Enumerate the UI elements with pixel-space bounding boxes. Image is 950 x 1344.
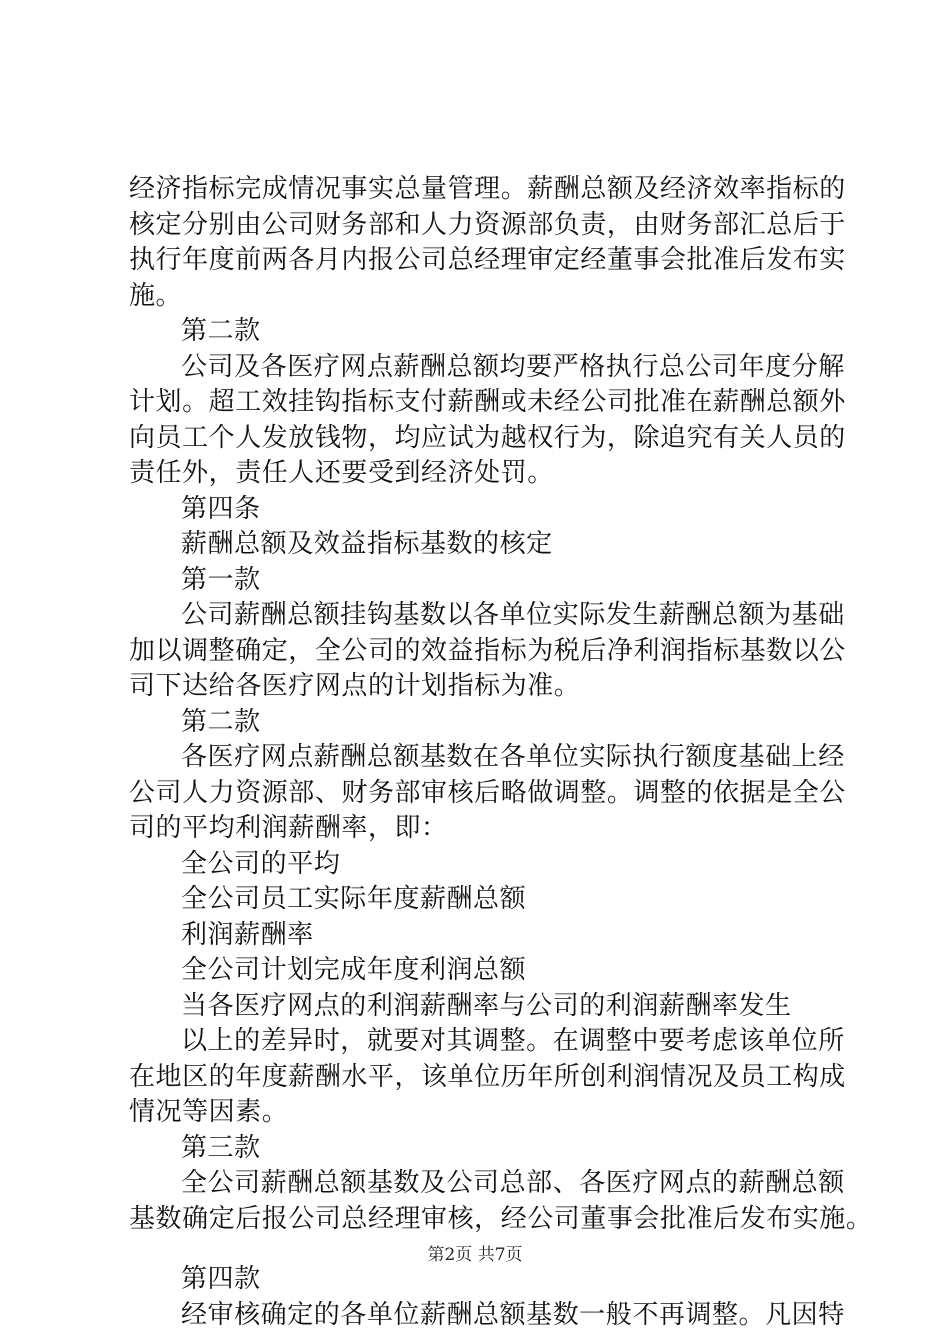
text-line: 司下达给各医疗网点的计划指标为准。: [129, 671, 581, 701]
section-heading: 第四条: [181, 493, 261, 524]
text-line: 向员工个人发放钱物，均应试为越权行为，除追究有关人员的: [129, 422, 846, 453]
text-line: 全公司薪酬总额基数及公司总部、各医疗网点的薪酬总额: [181, 1168, 845, 1198]
text-line: 司的平均利润薪酬率，即：: [129, 813, 448, 843]
text-line: 经审核确定的各单位薪酬总额基数一般不再调整。凡因特: [181, 1299, 845, 1330]
text-line: 经济指标完成情况事实总量管理。薪酬总额及经济效率指标的: [129, 174, 846, 204]
text-line: 执行年度前两各月内报公司总经理审定经董事会批准后发布实: [129, 245, 846, 275]
formula-line: 利润薪酬率: [181, 919, 314, 950]
section-heading: 第三款: [181, 1132, 261, 1163]
text-line: 当各医疗网点的利润薪酬率与公司的利润薪酬率发生: [181, 990, 792, 1021]
text-line: 公司薪酬总额挂钩基数以各单位实际发生薪酬总额为基础: [181, 600, 845, 630]
section-heading: 第二款: [181, 316, 261, 346]
text-line: 公司及各医疗网点薪酬总额均要严格执行总公司年度分解: [181, 351, 845, 382]
text-line: 公司人力资源部、财务部审核后略做调整。调整的依据是全公: [129, 777, 846, 808]
text-line: 施。: [129, 280, 183, 311]
text-line: 加以调整确定，全公司的效益指标为税后净利润指标基数以公: [129, 635, 846, 666]
text-line: 计划。超工效挂钩指标支付薪酬或未经公司批准在薪酬总额外: [129, 387, 846, 417]
text-line: 以上的差异时，就要对其调整。在调整中要考虑该单位所: [181, 1026, 845, 1056]
section-heading: 第一款: [181, 564, 261, 595]
text-line: 各医疗网点薪酬总额基数在各单位实际执行额度基础上经: [181, 742, 845, 772]
section-heading: 第二款: [181, 706, 261, 737]
formula-line: 全公司计划完成年度利润总额: [181, 955, 527, 985]
section-heading: 第四款: [181, 1264, 261, 1294]
text-line: 情况等因素。: [129, 1097, 289, 1127]
text-line: 核定分别由公司财务部和人力资源部负责，由财务部汇总后于: [129, 209, 846, 240]
formula-line: 全公司的平均: [181, 848, 341, 879]
text-line: 在地区的年度薪酬水平，该单位历年所创利润情况及员工构成: [129, 1061, 846, 1092]
text-line: 基数确定后报公司总经理审核，经公司董事会批准后发布实施。: [129, 1203, 873, 1234]
text-line: 责任外，责任人还要受到经济处罚。: [129, 458, 554, 488]
page-number-footer: 第2页 共7页: [427, 1245, 523, 1265]
section-title: 薪酬总额及效益指标基数的核定: [181, 529, 553, 559]
document-body: [129, 172, 873, 1333]
formula-line: 全公司员工实际年度薪酬总额: [181, 884, 527, 914]
